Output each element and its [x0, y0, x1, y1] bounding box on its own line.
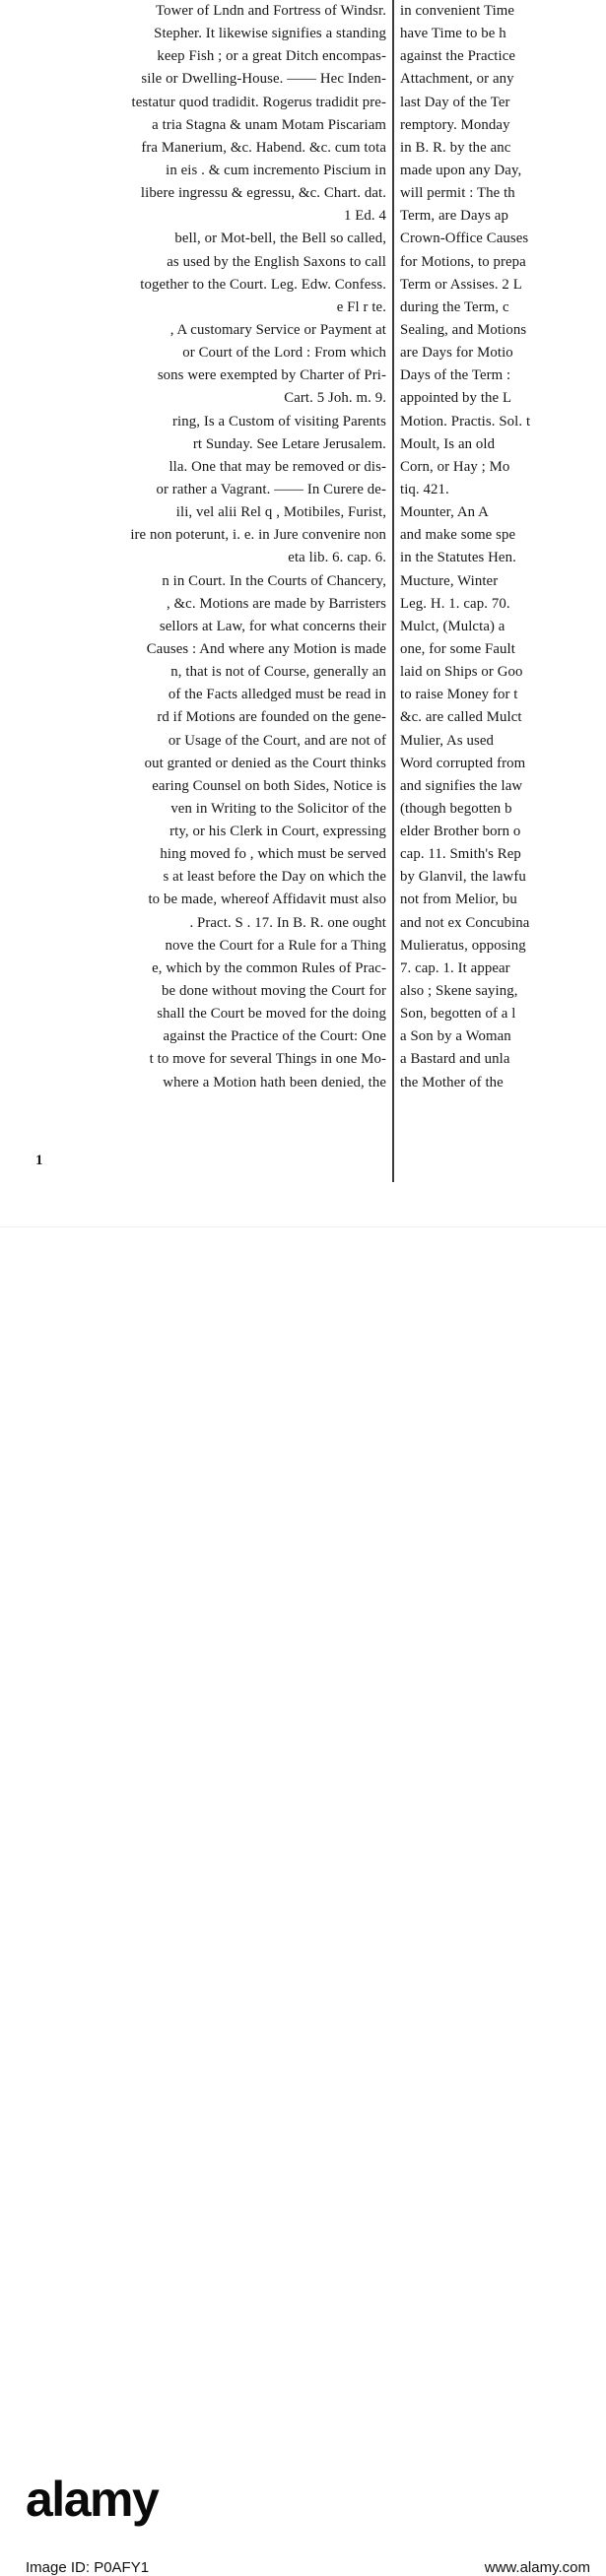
left-column-text-line: ring, Is a Custom of visiting Parents: [171, 413, 386, 429]
right-column-text-line: Sealing, and Motions: [400, 321, 527, 338]
left-column-text-line: out granted or denied as the Court thinks: [144, 755, 386, 771]
right-column-text-line: and signifies the law: [400, 777, 523, 794]
left-column-text-line: shall the Court be moved for the doing: [157, 1006, 386, 1023]
watermark-band: [0, 1226, 606, 2576]
right-column-text-line: cap. 11. Smith's Rep: [400, 846, 521, 863]
left-column-text-line: s at least before the Day on which the: [163, 869, 386, 886]
left-column-text-line: rd if Motions are founded on the gene-: [157, 709, 386, 726]
left-column-text-line: eta lib. 6. cap. 6.: [288, 550, 386, 566]
left-column-text-line: , A customary Service or Payment at: [169, 321, 386, 338]
right-column-text-line: in convenient Time: [400, 3, 515, 19]
right-column-text-line: Mulieratus, opposing: [400, 937, 526, 954]
right-column-text-line: during the Term, c: [400, 298, 509, 315]
left-column-text-line: or rather a Vagrant. —— In Curere de-: [156, 481, 386, 497]
left-column-text-line: testatur quod tradidit. Rogerus tradidit pre-: [131, 94, 386, 110]
scanned-page: [0, 0, 606, 1226]
left-column-text-line: together to the Court. Leg. Edw. Confess.: [140, 276, 386, 293]
right-column-text-line: laid on Ships or Goo: [400, 664, 523, 681]
left-column-text-line: to be made, whereof Affidavit must also: [148, 892, 386, 908]
page-marker: 1: [35, 1153, 43, 1168]
left-column-text-line: Tower of Lndn and Fortress of Windsr.: [156, 3, 386, 19]
left-column-text-line: Causes : And where any Motion is made: [146, 640, 386, 657]
left-column-text-line: against the Practice of the Court: One: [163, 1028, 386, 1045]
left-column-text-line: sons were exempted by Charter of Pri-: [157, 367, 386, 384]
right-column-text-line: Mulier, As used: [400, 732, 495, 749]
right-column-text-line: made upon any Day,: [400, 162, 522, 178]
right-column-text-line: (though begotten b: [400, 800, 512, 817]
right-column-text-line: Mucture, Winter: [400, 572, 499, 589]
right-column-text-line: to raise Money for t: [400, 687, 518, 703]
right-column-text-line: Leg. H. 1. cap. 70.: [400, 595, 510, 612]
left-column-text-line: rt Sunday. See Letare Jerusalem.: [192, 435, 386, 452]
right-column-text-line: and make some spe: [400, 527, 516, 544]
right-column-text-line: Term, are Days ap: [400, 208, 508, 225]
right-column-text-line: last Day of the Ter: [400, 94, 510, 110]
left-column-text-line: a tria Stagna & unam Motam Piscariam: [152, 116, 386, 133]
right-column-text-line: the Mother of the: [400, 1074, 504, 1090]
left-column-text-line: fra Manerium, &c. Habend. &c. cum tota: [141, 139, 386, 156]
left-column-text-line: lla. One that may be removed or dis-: [168, 458, 386, 475]
right-column-text-line: elder Brother born o: [400, 824, 521, 840]
left-column-text-line: libere ingressu & egressu, &c. Chart. dat.: [140, 185, 386, 202]
left-column-text-line: Cart. 5 Joh. m. 9.: [284, 390, 386, 407]
left-column-text-line: e Fl r te.: [336, 298, 386, 315]
right-column-text-line: Mulct, (Mulcta) a: [400, 618, 505, 634]
right-column-text-line: also ; Skene saying,: [400, 983, 518, 1000]
left-column: [0, 0, 388, 1094]
right-column-text-line: Days of the Term :: [400, 367, 511, 384]
right-column-text-line: are Days for Motio: [400, 345, 513, 362]
left-column-text-line: or Usage of the Court, and are not of: [168, 732, 386, 749]
right-column: [400, 0, 606, 1094]
left-column-text-line: ili, vel alii Rel q , Motibiles, Furist,: [175, 504, 386, 521]
left-column-text-line: . Pract. S . 17. In B. R. one ought: [189, 914, 386, 931]
left-column-text-line: sellors at Law, for what concerns their: [159, 618, 386, 634]
right-column-text-line: Word corrupted from: [400, 755, 526, 771]
image-id-label: Image ID: P0AFY1: [26, 2559, 150, 2576]
right-column-text-line: in B. R. by the anc: [400, 139, 511, 156]
right-column-text-line: for Motions, to prepa: [400, 253, 526, 270]
brand-logo: alamy: [26, 2472, 159, 2527]
right-column-text-line: a Son by a Woman: [400, 1028, 511, 1045]
right-column-text-line: Moult, Is an old: [400, 435, 496, 452]
right-column-text-line: Attachment, or any: [400, 71, 514, 88]
left-column-text-line: bell, or Mot-bell, the Bell so called,: [174, 231, 386, 247]
left-column-text-line: n, that is not of Course, generally an: [170, 664, 386, 681]
left-column-text-line: t to move for several Things in one Mo-: [149, 1051, 386, 1068]
site-url-label: www.alamy.com: [484, 2559, 590, 2576]
left-column-text-line: hing moved fo , which must be served: [160, 846, 386, 863]
left-column-text-line: in eis . & cum incremento Piscium in: [166, 162, 386, 178]
right-column-text-line: Son, begotten of a l: [400, 1006, 516, 1023]
right-column-text-line: tiq. 421.: [400, 481, 449, 497]
right-column-text-line: a Bastard and unla: [400, 1051, 510, 1068]
right-column-text-line: not from Melior, bu: [400, 892, 517, 908]
right-column-text-line: Term or Assises. 2 L: [400, 276, 522, 293]
right-column-text-line: will permit : The th: [400, 185, 515, 202]
left-column-text-line: ire non poterunt, i. e. in Jure convenire non: [130, 527, 386, 544]
right-column-text-line: Corn, or Hay ; Mo: [400, 458, 510, 475]
right-column-text-line: 7. cap. 1. It appear: [400, 959, 510, 976]
left-column-text-line: as used by the English Saxons to call: [167, 253, 386, 270]
left-column-text-line: keep Fish ; or a great Ditch encompas-: [157, 48, 386, 65]
left-column-text-line: nove the Court for a Rule for a Thing: [165, 937, 386, 954]
right-column-text-line: Motion. Practis. Sol. t: [400, 413, 531, 429]
right-column-text-line: appointed by the L: [400, 390, 512, 407]
right-column-text-line: Mounter, An A: [400, 504, 489, 521]
right-column-text-line: and not ex Concubina: [400, 914, 530, 931]
right-column-text-line: against the Practice: [400, 48, 516, 65]
left-column-text-line: , &c. Motions are made by Barristers: [166, 595, 386, 612]
left-column-text-line: n in Court. In the Courts of Chancery,: [162, 572, 386, 589]
left-column-text-line: 1 Ed. 4: [343, 208, 386, 225]
right-column-text-line: &c. are called Mulct: [400, 709, 522, 726]
left-column-text-line: of the Facts alledged must be read in: [168, 687, 386, 703]
left-column-text-line: where a Motion hath been denied, the: [163, 1074, 386, 1090]
left-column-text-line: or Court of the Lord : From which: [182, 345, 386, 362]
right-column-text-line: in the Statutes Hen.: [400, 550, 516, 566]
left-column-text-line: e, which by the common Rules of Prac-: [152, 959, 386, 976]
right-column-text-line: remptory. Monday: [400, 116, 510, 133]
left-column-text-line: Stepher. It likewise signifies a standing: [154, 26, 386, 42]
left-column-text-line: ven in Writing to the Solicitor of the: [170, 800, 386, 817]
right-column-text-line: one, for some Fault: [400, 640, 515, 657]
left-column-text-line: rty, or his Clerk in Court, expressing: [169, 824, 386, 840]
right-column-text-line: Crown-Office Causes: [400, 231, 529, 247]
left-column-text-line: be done without moving the Court for: [162, 983, 386, 1000]
right-column-text-line: by Glanvil, the lawfu: [400, 869, 526, 886]
column-divider: [392, 0, 394, 1182]
left-column-text-line: earing Counsel on both Sides, Notice is: [152, 777, 386, 794]
right-column-text-line: have Time to be h: [400, 26, 506, 42]
left-column-text-line: sile or Dwelling-House. —— Hec Inden-: [141, 71, 386, 88]
